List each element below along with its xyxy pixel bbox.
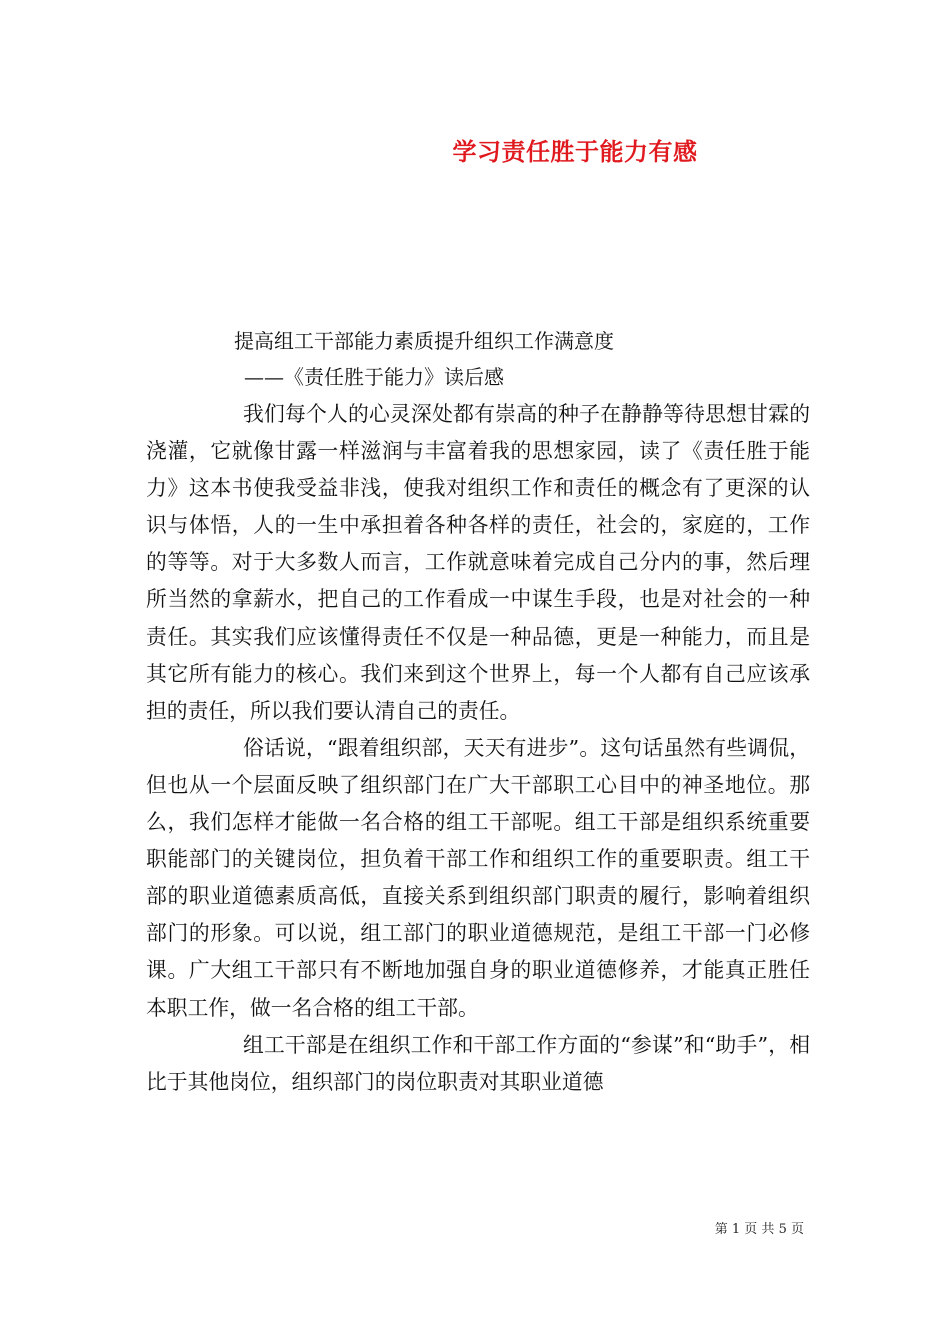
document-title: 学习责任胜于能力有感 xyxy=(452,138,698,166)
page-footer xyxy=(715,1218,804,1237)
paragraph-3: 组工干部是在组织工作和干部工作方面的“参谋”和“助手”，相比于其他岗位，组织部门的岗位职责对其职业道德 xyxy=(146,1032,810,1094)
footer-suffix: 页 xyxy=(790,1222,804,1237)
paragraph-1: 我们每个人的心灵深处都有崇高的种子在静静等待思想甘霖的浇灌，它就像甘露一样滋润与丰富着我的思想家园，读了《责任胜于能力》这本书使我受益非浅，使我对组织工作和责任的概念有了更深的认识与体悟，人的一生中承担着各种各样的责任，社会的，家庭的，工作的等等。对于大多数人而言，工作就意味着完成自己分内的事，然后理所当然的拿薪水，把自己的工作看成一中谋生手段，也是对社会的一种责任。其实我们应该懂得责任不仅是一种品德，更是一种能力，而且是其它所有能力的核心。我们来到这个世界上，每一个人都有自己应该承担的责任，所以我们要认清自己的责任。 xyxy=(146,402,810,723)
footer-total-pages: 5 xyxy=(778,1222,787,1237)
article-subtitle: 提高组工干部能力素质提升组织工作满意度 xyxy=(234,329,614,353)
footer-prefix: 第 xyxy=(714,1222,728,1237)
article-byline: ——《责任胜于能力》读后感 xyxy=(244,365,504,389)
footer-page-number: 1 xyxy=(731,1222,741,1237)
article-body xyxy=(146,396,810,1101)
footer-middle: 页 共 xyxy=(744,1222,775,1237)
paragraph-2: 俗话说，“跟着组织部，天天有进步”。这句话虽然有些调侃，但也从一个层面反映了组织部门在广大干部职工心目中的神圣地位。那么，我们怎样才能做一名合格的组工干部呢。组工干部是组织系统重要职能部门的关键岗位，担负着干部工作和组织工作的重要职责。组工干部的职业道德素质高低，直接关系到组织部门职责的履行，影响着组织部门的形象。可以说，组工部门的职业道德规范，是组工干部一门必修课。广大组工干部只有不断地加强自身的职业道德修养，才能真正胜任本职工作，做一名合格的组工干部。 xyxy=(146,735,810,1020)
